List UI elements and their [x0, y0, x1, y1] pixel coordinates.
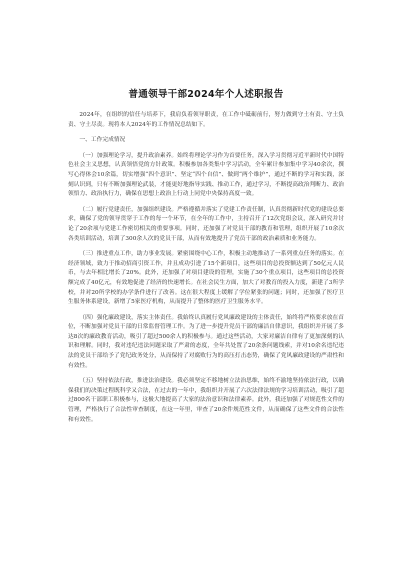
item-paragraph-4: （四）强化廉政建设，落实主体责任。我始终认真履行党风廉政建设的主体责任，始终将严格要求放在首位，不断加强对党员干部的日常监督管理工作。为了进一步提升党员干部的廉洁自律意识，我组织并开展了多达8次的廉政教育活动，吸引了超过500余人的积极参与。通过这些活动，大家对廉洁自律有了更加深刻的认识和理解。同时，我对违纪违法问题采取了严肃的态度，全年共处置了20余条问题线索，并对10余名违纪违法的党员干部给予了党纪政务处分，从而保持了对腐败行为的高压打击态势，确保了党风廉政建设的严肃性和有效性。	[68, 314, 344, 369]
item-paragraph-5: （五）坚持依法行政，推进法治建设。我必须坚定不移地树立法治思维，始终不渝地坚持依法行政，以确保我们的决策过程既科学又合法，在过去的一年中，我组织并开展了六次法律法规的学习培训活动，吸引了超过800名干部职工积极参与，这极大地提高了大家的法治意识和法律素养。此外，我还加强了对规范性文件的管理，严格执行了合法性审查制度，在这一年里，审查了20余件规范性文件，从而确保了这些文件的合法性和有效性。	[68, 378, 344, 423]
item-paragraph-1: （一）加强理论学习，提升政治素养。始终将理论学习作为首要任务，深入学习贯彻习近平新时代中国特色社会主义思想，认真领悟党的方针政策。积极参加各类集中学习活动，全年累计参加集中学习40余次，撰写心得体会10余篇，切实增强“四个意识”、坚定“四个自信”、做到“两个维护”，通过不断的学习和实践，深刻认识到，只有不断加强理论武装，才能更好地指导实践、推动工作，通过学习，不断提高政治判断力、政治领悟力、政治执行力，确保在思想上政治上行动上同党中央保持高度一致。	[68, 152, 344, 198]
document-title: 普通领导干部2024年个人述职报告	[128, 89, 284, 100]
item-paragraph-2: （二）履行党建责任，加强组织建设。严格遵循并落实了党建工作责任制，认真贯彻新时代党的建设总要求，确保了党的领导贯穿于工作的每一个环节，在全年的工作中，主持召开了12次党组会议，深入研究并讨论了20余项与党建工作密切相关的重要事项。同时，还加强了对党员干部的教育和管理，组织开展了10余次各类培训活动，培训了300余人次的党员干部，从而有效地提升了党员干部的政治素质和业务能力。	[68, 206, 344, 242]
section-heading: 一、工作完成情况	[79, 137, 126, 144]
document-body	[68, 111, 344, 425]
intro-paragraph: 2024年，在组织的信任与培养下，我肩负着领导职责，在工作中砥砺前行，努力做到守土有责、守土负责、守土尽责。现将本人2024年的工作情况总结如下。	[68, 112, 344, 128]
item-paragraph-3: （三）推进重点工作，助力事业发展。紧密围绕中心工作，积极主动地推动了一系列重点任务的落实。在经济领域，致力于推动招商引资工作，并且成功引进了15个新项目，这些项目的总投资额达到了50亿元人民币，与去年相比增长了20%。此外，还加强了对项目建设的管理，实施了30个重点项目，这些项目的总投资额完成了40亿元，有效地促进了经济的快速增长。在社会民生方面，加大了对教育的投入力度，新建了3所学校，并对20所学校的办学条件进行了改善。这在很大程度上缓解了学位紧张的问题；同时，还加强了医疗卫生服务体系建设，新增了5家医疗机构，从而提升了整体的医疗卫生服务水平。	[68, 251, 344, 306]
